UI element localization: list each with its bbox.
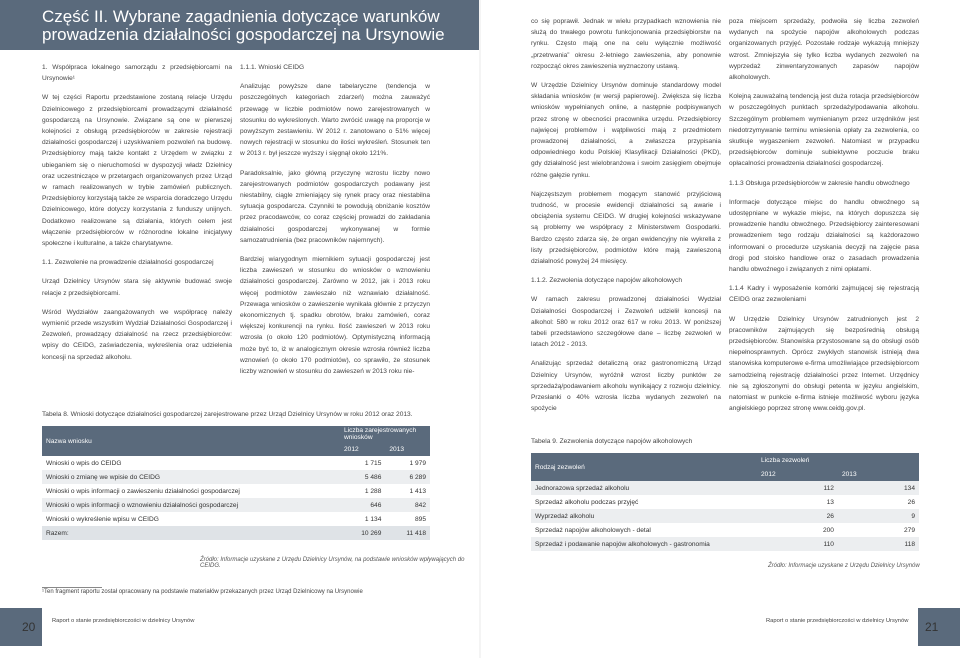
table-9-header-2013: 2013 (838, 467, 919, 481)
paragraph: Analizując sprzedaż detaliczną oraz gastronomiczną Urząd Dzielnicy Ursynów, wyróżnił wzrost liczby punktów ze sprzedażą/podawaniem alkoholu wynikający z rozwoju dzielnicy. Przesłanki o 40% wzrosła liczba wydanych zezwoleń na spożycie (531, 360, 721, 413)
table-8-header-2013: 2013 (385, 442, 430, 456)
heading-ceidg: 1.1.1. Wnioski CEIDG (240, 64, 305, 71)
paragraph: W Urzędzie Dzielnicy Ursynów dominuje standardowy model składania wniosków (w wersji papierowej). Zwiększa się liczba wniosków wypełnianych online, a następnie podpisywanych przez stronę w obecności pracownika urzędu. Przedsiębiorcy najwięcej problemów i wątpliwości mają z przedmiotem prowadzonej działalności, a zwłaszcza przypisania odpowiedniego kodu Polskiej Klasyfikacji Działalności (PKD), gdy działalność jest wielobranżowa i swoim zasięgiem obejmuje różne gałęzie rynku. (531, 82, 721, 179)
paragraph: W tej części Raportu przedstawione zostaną relacje Urzędu Dzielnicowego z przedsiębiorcami prowadzącymi działalność gospodarczą na Ursynowie. Związane są one w pierwszej kolejności z obsługą przedsiębiorców w zakresie rejestracji działalności gospodarczej i uzyskiwaniem pozwoleń na budowę. Przedsiębiorcy mają także kontakt z Urzędem w związku z ubieganiem się o nieruchomości w dyspozycji władz Dzielnicy oraz uczestniczące w przetargach organizowanych przez Urząd w ramach realizowanych w trybie zamówień publicznych. Przedsiębiorcy korzystają także ze wsparcia doradczego Urzędu Dzielnicowego, które dotyczy korzystania z funduszy unijnych. Dodatkowo realizowane są działania, których celem jest włączenie przedsiębiorców w różnorodne lokalne inicjatywy społeczne i kulturalne, a także charytatywne. (42, 94, 232, 248)
paragraph: poza miejscem sprzedaży, podwoiła się liczba zezwoleń wydanych na spożycie napojów alkoholowych podczas organizowanych przyjęć. Pozostałe rodzaje wykazują mniejszy wzrost. Zmniejszyła się tylko liczba wydanych zezwoleń na wyprzedaż zinwentaryzowanych zapasów napojów alkoholowych. (729, 18, 919, 82)
table-row (42, 484, 430, 498)
table-row (531, 481, 919, 495)
heading-staff: 1.1.4 Kadry i wyposażenie komórki zajmującej się rejestracją CEIDG oraz zezwoleniami (729, 285, 919, 304)
cell: 1 134 (340, 512, 385, 526)
cell: Sprzedaż napojów alkoholowych - detal (531, 523, 757, 537)
paragraph: co się poprawił. Jednak w wielu przypadkach wznowienia nie służą do trwałego powrotu funkcjonowania przedsiębiorstw na rynku. Często mają one na celu wyłącznie możliwość „przetrwania” okresu 2-letniego zawieszenia, aby ponownie rozpocząć okres zawieszenia wyznaczony ustawą. (531, 18, 721, 70)
footnote-divider (42, 587, 102, 588)
table-row (42, 512, 430, 526)
left-column-2 (240, 62, 430, 385)
paragraph: Najczęstszym problemem mogącym stanowić przyjściową trudność, w procesie ewidencji działalności są awarie i obciążenia systemu CEIDG. W drugiej kolejności wskazywane są problemy we współpracy z Ministerstwem Gospodarki. Bardzo często zdarza się, że organ ewidencyjny nie wykrella z listy przedsiębiorców, podmiotów które mają zawieszoną działalność powyżej 24 miesięcy. (531, 190, 721, 266)
table-8-header-name: Nazwa wniosku (42, 426, 340, 456)
cell: 134 (838, 481, 919, 495)
right-column-2 (729, 16, 919, 423)
paragraph: Urząd Dzielnicy Ursynów stara się aktywnie budować swoje relacje z przedsiębiorcami. (42, 278, 232, 297)
paragraph: Paradoksalnie, jako główną przyczynę wzrostu liczby nowo zarejestrowanych podmiotów gospodarczych podawany jest niestabilny, ciągle zmieniający się rynek pracy oraz niestabilna sytuacja gospodarcza. Czynniki te powodują obniżanie kosztów przez pracodawców, co coraz częściej prowadzi do zakładania działalności gospodarczej wykonywanej w formie samozatrudnienia (bez pracowników najemnych). (240, 169, 430, 244)
table-8-header-group: Liczba zarejestrowanych wniosków (340, 426, 430, 442)
paragraph: W ramach zakresu prowadzonej działalności Wydział Działalności Gospodarczej i Zezwoleń udzielił koncesji na alkohol: 580 w roku 2012 oraz 617 w roku 2013. W poniższej tabeli przedstawiono szczegółowe dane – liczbę zezwoleń w latach 2012 - 2013. (531, 296, 721, 349)
heading-alcohol-permits: 1.1.2. Zezwolenia dotyczące napojów alkoholowych (531, 277, 683, 285)
paragraph: Wśród Wydziałów zaangażowanych we współpracę należy wymienić przede wszystkim Wydział Działalności Gospodarczej i Zezwoleń, prowadzący działalność na rzecz przedsiębiorców: wpisy do CEIDG, zaświadczenia, wykreślenia oraz udzielenia koncesji na sprzedaż alkoholu. (42, 308, 232, 361)
page-number: 21 (925, 620, 939, 634)
table-row (531, 537, 919, 551)
paragraph: Informacje dotyczące miejsc do handlu obwoźnego są udostępniane w wykazie miejsc, na których dopuszcza się prowadzenie handlu obwoźnego. Przedsiębiorcy zainteresowani prowadzeniem tego rodzaju działalności są każdorazowo informowani o procedurze uzyskania decyzji na zajęcie pasa drogi pod stoisko handlowe oraz o zasadach prowadzenia handlu obwoźnego i związanych z nimi opłatami. (729, 198, 919, 274)
cell: Wnioski o wykreślenie wpisu w CEIDG (42, 512, 340, 526)
cell: 11 418 (385, 526, 430, 540)
cell: 5 486 (340, 470, 385, 484)
cell: 118 (838, 537, 919, 551)
table-row (42, 456, 430, 470)
left-page (0, 0, 479, 658)
cell: 842 (385, 498, 430, 512)
cell: Sprzedaż alkoholu podczas przyjęć (531, 495, 757, 509)
cell: 10 269 (340, 526, 385, 540)
paragraph: Kolejną zauważalną tendencją jest duża rotacja przedsiębiorców w poszczególnych punktach sprzedaży/podawania alkoholu. Szczególnym problemem wymienianym przez urzędników jest niedotrzymywanie terminu wniesienia opłaty za zezwolenia, co skutkuje wygaszeniem zezwoleń. Natomiast w przypadku przedsiębiorców dominuje subiektywne poczucie braku opłacalności prowadzenia działalności gospodarczej. (729, 93, 919, 168)
cell: 1 288 (340, 484, 385, 498)
cell: 895 (385, 512, 430, 526)
heading-permits: 1.1. Zezwolenie na prowadzenie działalności gospodarczej (42, 259, 214, 267)
cell: Wnioski o wpis do CEIDG (42, 456, 340, 470)
table-8-header-2012: 2012 (340, 442, 385, 456)
table-9-header-group: Liczba zezwoleń (757, 453, 919, 467)
section-title (42, 8, 445, 44)
table-row (531, 509, 919, 523)
paragraph: Analizując powyższe dane tabelaryczne (tendencja w poszczególnych kategoriach zdarzeń) można zauważyć przewagę w liczbie podmiotów nowo zarejestrowanych w stosunku do wykreślonych. Warto zwrócić uwagę na proporcje w powyższym zestawieniu. W 2012 r. zanotowano o 51% więcej nowych rejestracji w stosunku do ilości wykreśleń. Stosunek ten w 2013 r. był jeszcze wyższy i sięgnął około 121%. (240, 83, 430, 158)
section-title-line-1: Część II. Wybrane zagadnienia dotyczące warunków (42, 7, 440, 26)
page-number: 20 (22, 620, 36, 634)
table-row-total (42, 526, 430, 540)
left-column-1 (42, 62, 232, 371)
cell: Jednorazowa sprzedaż alkoholu (531, 481, 757, 495)
cell: Sprzedaż i podawanie napojów alkoholowych - gastronomia (531, 537, 757, 551)
cell: 13 (757, 495, 838, 509)
cell: 26 (757, 509, 838, 523)
footer-text: Raport o stanie przedsiębiorczości w dzielnicy Ursynów (766, 618, 909, 624)
table-9-header-name: Rodzaj zezwoleń (531, 453, 757, 481)
table-9 (531, 453, 919, 551)
cell: Wnioski o wpis informacji o wznowieniu działalności gospodarczej (42, 498, 340, 512)
section-title-line-2: prowadzenia działalności gospodarczej na Ursynowie (42, 25, 445, 44)
table-row (531, 523, 919, 537)
cell: 1 413 (385, 484, 430, 498)
cell: 6 289 (385, 470, 430, 484)
cell: 110 (757, 537, 838, 551)
cell: 9 (838, 509, 919, 523)
cell: Razem: (42, 526, 340, 540)
cell: 1 979 (385, 456, 430, 470)
table-row (42, 498, 430, 512)
heading-mobile-trade: 1.1.3 Obsługa przedsiębiorców w zakresie handlu obwoźnego (729, 179, 910, 187)
right-column-1 (531, 16, 721, 423)
cell: Wyprzedaż alkoholu (531, 509, 757, 523)
table-row (531, 495, 919, 509)
table-row (42, 470, 430, 484)
paragraph: W Urzędzie Dzielnicy Ursynów zatrudnionych jest 2 pracowników zajmujących się bezpośrednią obsługą przedsiębiorców. Stanowiska przystosowane są do obsługi osób niepełnosprawnych. Oprócz zwykłych stanowisk istnieją dwa stanowiska komputerowe e-firma umożliwiające przedsiębiorcom samodzielną rejestrację działalności przez Internet. Urzędnicy nie są zgłoszonymi do obsługi petenta w języku angielskim, natomiast w punkcie e-firma istnieje możliwość wyboru języka angielskiego poprzez stronę www.ceidg.gov.pl. (729, 315, 919, 413)
table-9-source: Źródło: Informacje uzyskane z Urzędu Dzielnicy Ursynów (768, 563, 920, 569)
cell: 200 (757, 523, 838, 537)
cell: 112 (757, 481, 838, 495)
table-8 (42, 426, 430, 540)
table-9-header-2012: 2012 (757, 467, 838, 481)
table-8-caption: Tabela 8. Wnioski dotyczące działalności gospodarczej zarejestrowane przez Urząd Dzielnicy Ursynów w roku 2012 oraz 2013. (42, 411, 413, 418)
footnote: ¹Ten fragment raportu został opracowany na podstawie materiałów przekazanych przez Urząd Dzielnicowy na Ursynowie (42, 589, 363, 595)
footer-bar (0, 608, 42, 646)
cell: 279 (838, 523, 919, 537)
cell: 646 (340, 498, 385, 512)
section-header-band (0, 0, 479, 50)
table-9-caption: Tabela 9. Zezwolenia dotyczące napojów alkoholowych (531, 438, 693, 445)
cell: 1 715 (340, 456, 385, 470)
cell: Wnioski o wpis informacji o zawieszeniu działalności gospodarczej (42, 484, 340, 498)
heading-cooperation: 1. Współpraca lokalnego samorządu z przedsiębiorcami na Ursynowie¹ (42, 64, 232, 83)
footer-text: Raport o stanie przedsiębiorczości w dzielnicy Ursynów (52, 618, 195, 624)
table-8-source: Źródło: Informacje uzyskane z Urzędu Dzielnicy Ursynów, na podstawie wniosków wpływających do CEIDG. (200, 557, 465, 569)
cell: Wnioski o zmianę we wpisie do CEIDG (42, 470, 340, 484)
cell: 26 (838, 495, 919, 509)
paragraph: Bardziej wiarygodnym miernikiem sytuacji gospodarczej jest liczba zawieszeń w stosunku do wniosków o wznowieniu działalności gospodarczej. Zarówno w 2012, jak i 2013 roku więcej podmiotów zawieszało niż wznawiało działalność. Przewaga wniosków o zawieszenie wynikała głównie z przyczyn ekonomicznych tj. spadku obrotów, braku zamówień, coraz większej konkurencji na rynku. Ilość zawieszeń w 2013 roku wzrosła (o około 120 podmiotów). Optymistyczną informacją może być to, iż w analogicznym okresie wzrosła również liczba wznowień (o około 170 podmiotów), co sprawiło, że stosunek liczby wznowień w stosunku do zawieszeń w 2013 roku nie- (240, 256, 430, 376)
right-page (481, 0, 960, 658)
